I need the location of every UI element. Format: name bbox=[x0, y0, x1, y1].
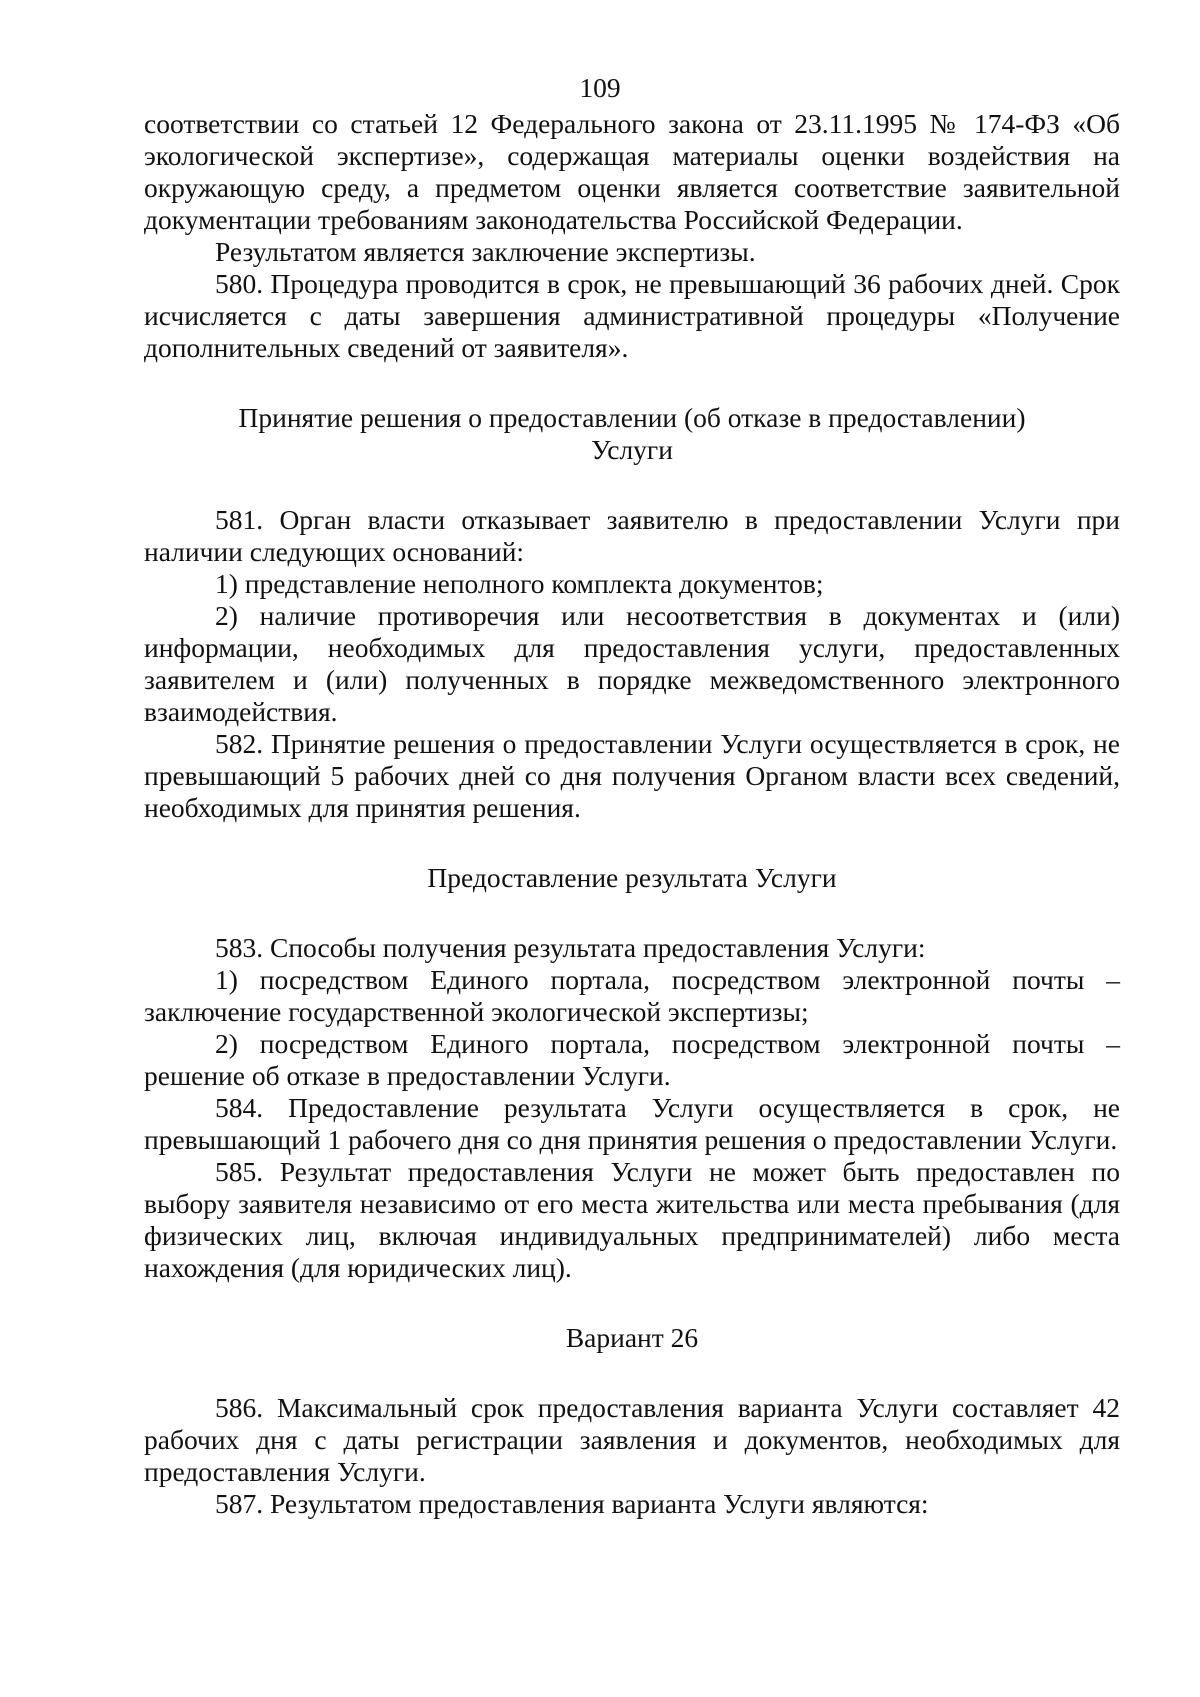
paragraph: 587. Результатом предоставления варианта Услуги являются: bbox=[215, 1488, 929, 1519]
paragraph: Результатом является заключение экспертизы. bbox=[215, 236, 756, 267]
paragraph: 581. Орган власти отказывает заявителю в предоставлении Услуги при наличии следующих оснований: bbox=[144, 504, 1120, 567]
section-heading: Предоставление результата Услуги bbox=[427, 862, 837, 893]
list-item: 1) представление неполного комплекта документов; bbox=[215, 568, 824, 599]
paragraph: 583. Способы получения результата предоставления Услуги: bbox=[215, 932, 926, 963]
document-body bbox=[144, 108, 1120, 1520]
paragraph: 584. Предоставление результата Услуги осуществляется в срок, не превышающий 1 рабочего дня со дня принятия решения о предоставлении Услуги. bbox=[144, 1092, 1120, 1155]
paragraph: 585. Результат предоставления Услуги не может быть предоставлен по выбору заявителя независимо от его места жительства или места пребывания (для физических лиц, включая индивидуальных предпринимателей) либо места нахождения (для юридических лиц). bbox=[144, 1156, 1120, 1283]
paragraph: 580. Процедура проводится в срок, не превышающий 36 рабочих дней. Срок исчисляется с даты завершения административной процедуры «Получение дополнительных сведений от заявителя». bbox=[144, 268, 1120, 363]
list-item: 2) посредством Единого портала, посредством электронной почты – решение об отказе в предоставлении Услуги. bbox=[144, 1028, 1120, 1091]
paragraph: соответствии со статьей 12 Федерального закона от 23.11.1995 № 174-ФЗ «Об экологической экспертизе», содержащая материалы оценки воздействия на окружающую среду, а предметом оценки является соответствие заявительной документации требованиям законодательства Российской Федерации. bbox=[144, 108, 1120, 235]
paragraph: 586. Максимальный срок предоставления варианта Услуги составляет 42 рабочих дня с даты регистрации заявления и документов, необходимых для предоставления Услуги. bbox=[144, 1392, 1120, 1487]
section-heading: Принятие решения о предоставлении (об отказе в предоставлении) Услуги bbox=[238, 402, 1026, 465]
list-item: 1) посредством Единого портала, посредством электронной почты – заключение государственной экологической экспертизы; bbox=[144, 964, 1120, 1027]
list-item: 2) наличие противоречия или несоответствия в документах и (или) информации, необходимых для предоставления услуги, предоставленных заявителем и (или) полученных в порядке межведомственного электронного взаимодействия. bbox=[144, 600, 1120, 727]
paragraph: 582. Принятие решения о предоставлении Услуги осуществляется в срок, не превышающий 5 рабочих дней со дня получения Органом власти всех сведений, необходимых для принятия решения. bbox=[144, 728, 1120, 823]
page-number: 109 bbox=[579, 72, 621, 103]
section-heading: Вариант 26 bbox=[565, 1322, 699, 1353]
